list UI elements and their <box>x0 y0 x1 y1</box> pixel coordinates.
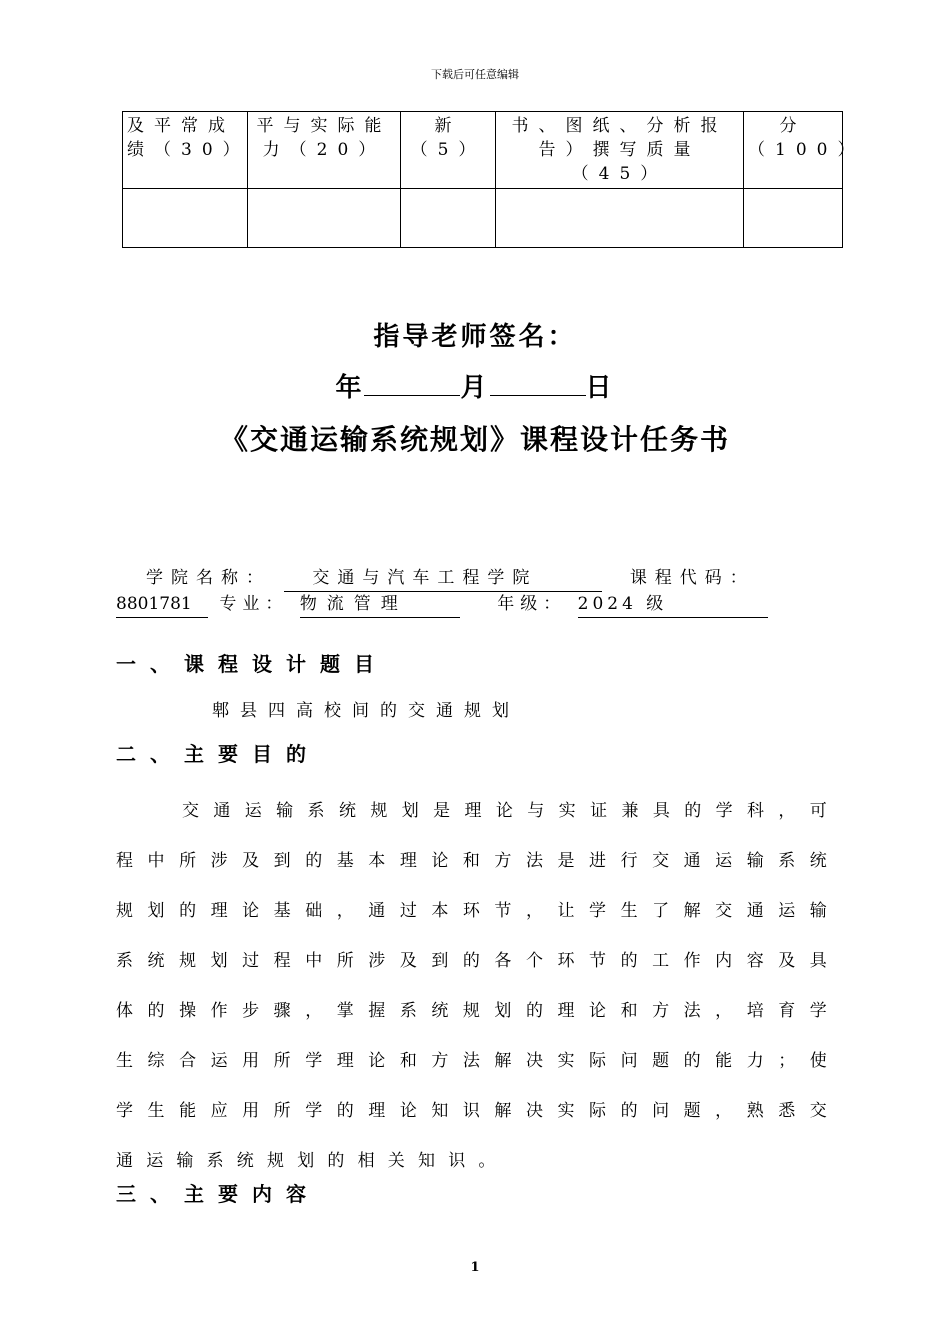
score-blank-cell <box>123 189 248 248</box>
score-header-cell: 分（100） <box>744 112 843 189</box>
score-table-header-row <box>123 112 843 189</box>
code-value: 8801781 <box>116 592 208 618</box>
month-blank <box>364 373 460 396</box>
page-number: 1 <box>470 1260 480 1275</box>
major-value: 物流管理 <box>300 592 460 618</box>
grade-label: 年级： <box>497 594 567 614</box>
info-line-1 <box>116 566 836 592</box>
score-header-cell: 书、图纸、分析报告）撰写质量（45） <box>496 112 744 189</box>
score-header-cell: 新（5） <box>401 112 496 189</box>
score-table-blank-row <box>123 189 843 248</box>
college-label: 学院名称： <box>146 568 271 588</box>
score-blank-cell <box>496 189 744 248</box>
major-label: 专业： <box>219 594 289 614</box>
code-label: 课程代码： <box>629 568 755 588</box>
score-header-cell: 平与实际能力（20） <box>248 112 401 189</box>
signature-date-line <box>0 367 950 404</box>
section-heading-content: 三、主要内容 <box>116 1182 320 1206</box>
score-header-cell: 及平常成绩（30） <box>123 112 248 189</box>
section-heading-topic: 一、课程设计题目 <box>116 652 388 676</box>
signature-label: 指导老师签名： <box>373 322 577 352</box>
year-label: 年 <box>335 373 365 403</box>
info-line-2 <box>116 592 836 618</box>
day-blank <box>490 373 586 396</box>
score-blank-cell <box>744 189 843 248</box>
grade-value: 2024 级 <box>578 592 768 618</box>
score-blank-cell <box>248 189 401 248</box>
score-table <box>122 111 865 248</box>
task-title: 《交通运输系统规划》课程设计任务书 <box>219 423 730 456</box>
college-value: 交通与汽车工程学院 <box>284 566 602 592</box>
month-label: 月 <box>460 373 490 403</box>
purpose-paragraph: 交通运输系统规划是理论与实证兼具的学科，可程中所涉及到的基本理论和方法是进行交通运输系统规划的理论基础，通过本环节，让学生了解交通运输系统规划过程中所涉及到的各个环节的工作内容及具体的操作步骤，掌握系统规划的理论和方法，培育学生综合运用所学理论和方法解决实际问题的能力；使学生能应用所学的理论知识解决实际的问题，熟悉交通运输系统规划的相关知识。 <box>116 801 840 1171</box>
score-blank-cell <box>401 189 496 248</box>
section-heading-purpose: 二、主要目的 <box>116 742 320 766</box>
header-note: 下载后可任意编辑 <box>431 68 519 81</box>
topic-text: 郫县四高校间的交通规划 <box>212 701 520 721</box>
day-label: 日 <box>585 373 615 403</box>
